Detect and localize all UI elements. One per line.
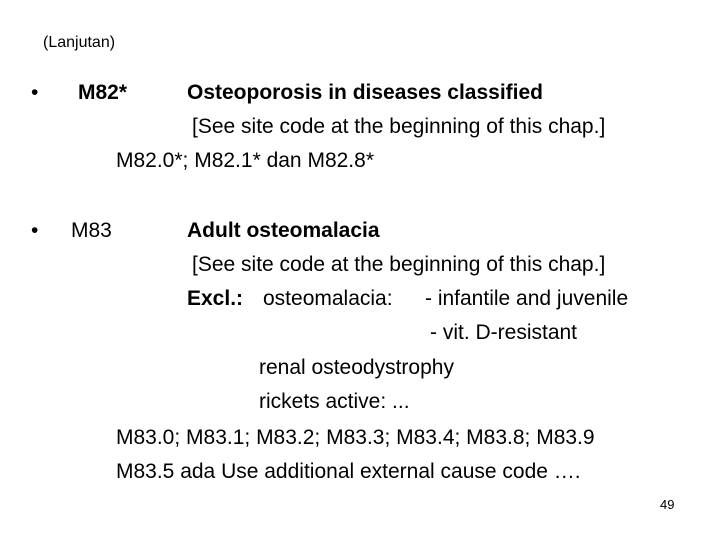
excl-item: - vit. D-resistant	[430, 321, 578, 344]
excl-other: renal osteodystrophy	[259, 356, 454, 379]
subcodes-m83: M83.0; M83.1; M83.2; M83.3; M83.4; M83.8; M83.9	[116, 426, 595, 449]
excl-label: Excl.:	[187, 287, 244, 310]
code-m83: M83	[71, 219, 112, 242]
excl-item: - infantile and juvenile	[425, 287, 629, 310]
title-m82: Osteoporosis in diseases classified	[187, 81, 543, 104]
subcodes-m82: M82.0*; M82.1* dan M82.8*	[116, 149, 374, 172]
page-number: 49	[660, 497, 675, 512]
see-note-m82: [See site code at the beginning of this chap.]	[192, 115, 606, 138]
bullet: •	[31, 81, 39, 104]
bullet: •	[31, 219, 39, 242]
excl-term: osteomalacia:	[263, 287, 393, 310]
note-m83: M83.5 ada Use additional external cause code ….	[116, 460, 581, 483]
continued-label: (Lanjutan)	[43, 34, 116, 51]
title-m83: Adult osteomalacia	[187, 219, 380, 242]
code-m82: M82*	[78, 81, 128, 104]
see-note-m83: [See site code at the beginning of this chap.]	[192, 253, 606, 276]
excl-other: rickets active: ...	[259, 390, 410, 413]
